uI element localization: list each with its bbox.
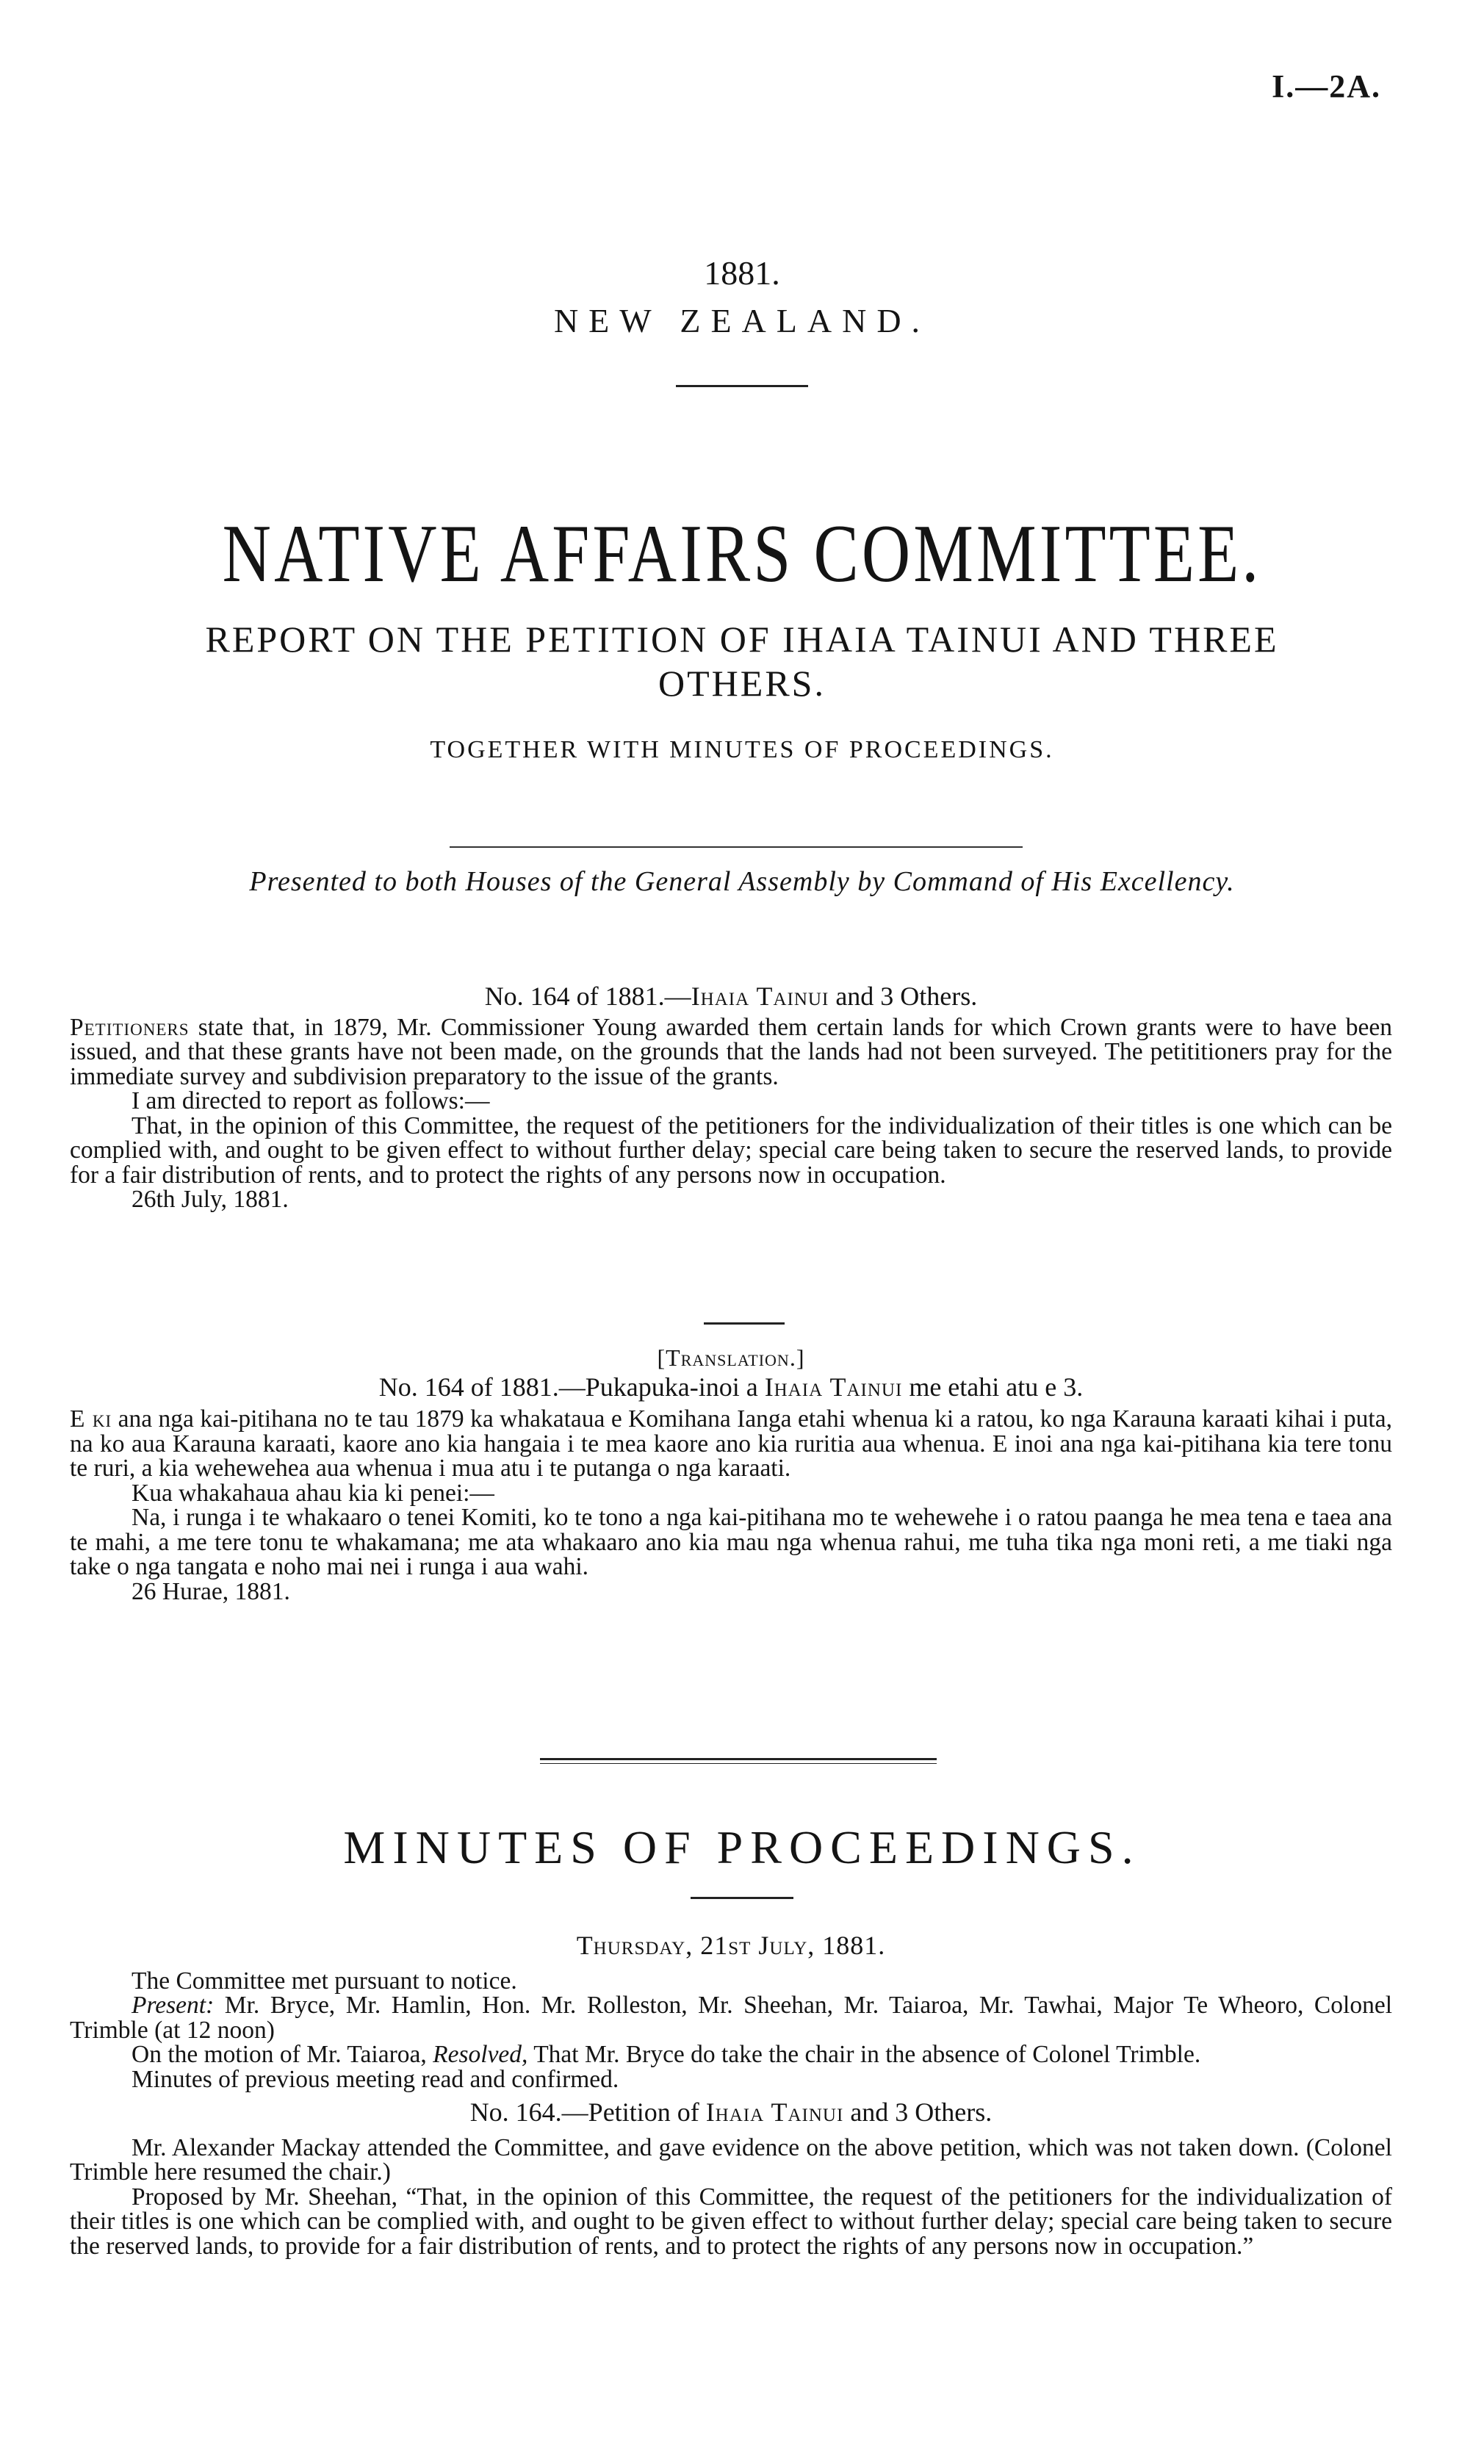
evidence-paragraph: Mr. Alexander Mackay attended the Committee, and gave evidence on the above petition, which was not taken down. (Colonel Trimble here resumed the chair.): [70, 2133, 1392, 2186]
minutes-title: MINUTES OF PROCEEDINGS.: [343, 1821, 1141, 1873]
translation-finding: Na, i runga i te whakaaro o tenei Komiti, ko te tono a nga kai-pitihana mo te wehewehe i o ratou paanga he mea tena e taea ana te mahi, a me tere tonu te whakamana; me ata whakaaro ano kia mau nga whenua rahui, me tuha tika nga moni reti, a me tiaki nga take o nga tangata e noho mai nei i runga i aua wahi.: [70, 1504, 1392, 1580]
translation-directed: Kua whakahaua ahau kia ki penei:—: [132, 1479, 494, 1507]
minutes-date-heading: Thursday, 21st July, 1881.: [576, 1931, 886, 1960]
presented-divider: [450, 846, 1023, 848]
country-heading: NEW ZEALAND.: [553, 302, 931, 339]
members-present: Present: Mr. Bryce, Mr. Hamlin, Hon. Mr. Rolleston, Mr. Sheehan, Mr. Taiaroa, Mr. Tawhai, Major Te Wheoro, Colonel Trimble (at 12 noon): [70, 1992, 1392, 2044]
report-date: 26th July, 1881.: [132, 1186, 289, 1213]
translation-petition: E ki ana nga kai-pitihana no te tau 1879 ka whakataua e Komihana Ianga etahi whenua ki a ratou, ko nga Karauna karaati kihai i puta, na ko aua Karauna karaati, kaore ano kia hangaia i te mea kaore ano kia ruritia aua whenua. E inoi ana nga kai-pitihana kia tere tonu te ruri, a kia wehewehea aua whenua i mua atu i te putanga o nga karaati.: [70, 1405, 1392, 1482]
publication-year: 1881.: [704, 254, 780, 292]
chair-motion: On the motion of Mr. Taiaroa, Resolved, That Mr. Bryce do take the chair in the absence of Colonel Trimble.: [132, 2041, 1201, 2068]
minutes-title-divider: [691, 1897, 793, 1899]
together-with-line: TOGETHER WITH MINUTES OF PROCEEDINGS.: [430, 736, 1054, 763]
previous-minutes: Minutes of previous meeting read and confirmed.: [132, 2065, 619, 2093]
translation-divider: [704, 1322, 785, 1325]
translation-section: [70, 1346, 1392, 1604]
minutes-divider-top: [540, 1758, 937, 1760]
petition-summary: Petitioners state that, in 1879, Mr. Commissioner Young awarded them certain lands for which Crown grants were to have been issued, and that these grants have not been made, on the grounds that the lands had not been surveyed. The petititioners pray for the immediate survey and subdivision preparatory to the issue of the grants.: [70, 1013, 1392, 1090]
subtitle-line-1: REPORT ON THE PETITION OF IHAIA TAINUI AND THREE: [205, 619, 1279, 660]
main-title: NATIVE AFFAIRS COMMITTEE.: [222, 508, 1262, 599]
subtitle-line-2: OTHERS.: [658, 663, 826, 704]
translation-label: [Translation.]: [657, 1344, 805, 1371]
presented-line: Presented to both Houses of the General Assembly by Command of His Excellency.: [249, 866, 1235, 897]
directed-line: I am directed to report as follows:—: [132, 1087, 490, 1114]
minutes-divider-bottom: [540, 1763, 937, 1764]
proposal-paragraph: Proposed by Mr. Sheehan, “That, in the opinion of this Committee, the request of the petitioners for the individualization of their titles is one which can be complied with, and ought to be given effect to without further delay; special care being taken to secure the reserved lands, to provide for a fair distribution of rents, and to protect the rights of any persons now in occupation.”: [70, 2183, 1392, 2260]
title-divider: [676, 385, 808, 387]
translation-date: 26 Hurae, 1881.: [132, 1577, 290, 1605]
minutes-section: [70, 1931, 1392, 2260]
translation-heading: No. 164 of 1881.—Pukapuka-inoi a Ihaia Tainui me etahi atu e 3.: [378, 1372, 1084, 1402]
document-reference: I.—2A.: [1272, 68, 1381, 104]
committee-finding: That, in the opinion of this Committee, the request of the petitioners for the individualization of their titles is one which can be complied with, and ought to be given effect to without further delay; special care being taken to secure the reserved lands, to provide for a fair distribution of rents, and to protect the rights of any persons now in occupation.: [70, 1112, 1392, 1189]
report-section: [70, 981, 1392, 1213]
report-heading: No. 164 of 1881.—Ihaia Tainui and 3 Others.: [484, 981, 978, 1011]
committee-met: The Committee met pursuant to notice.: [132, 1967, 517, 1995]
subtitle: [169, 617, 1315, 705]
petition-heading: No. 164.—Petition of Ihaia Tainui and 3 Others.: [469, 2097, 993, 2127]
